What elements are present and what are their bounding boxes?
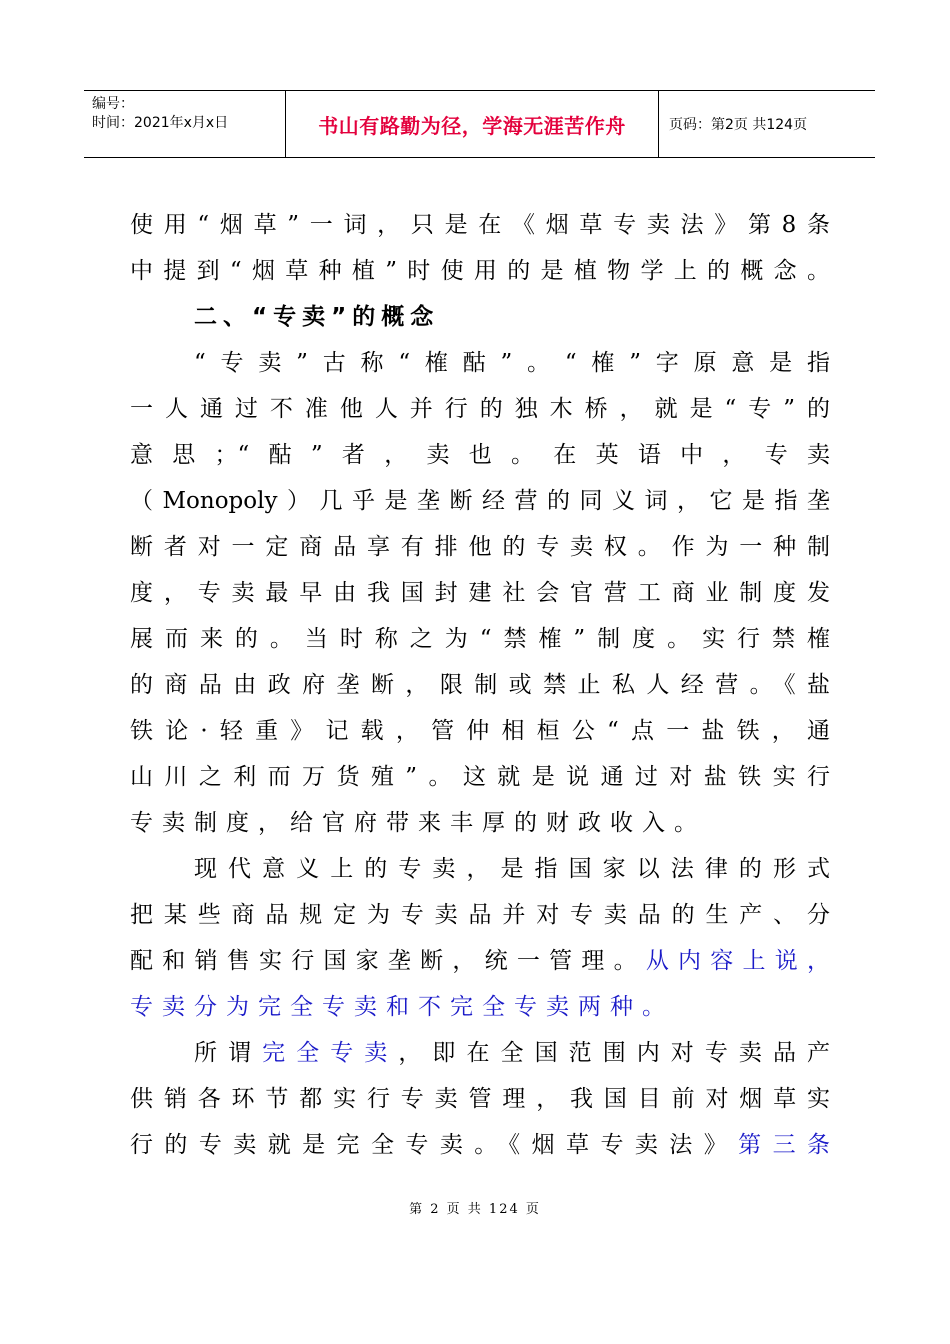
text-line: 把某些商品规定为专卖品并对专卖品的生产、分 xyxy=(130,902,830,928)
motto: 书山有路勤为径，学海无涯苦作舟 xyxy=(318,113,626,138)
text-line: 山川之利而万货殖”。这就是说通过对盐铁实行 xyxy=(130,764,830,790)
text-segment: ，即在全国范围内对专卖品产 xyxy=(398,1040,831,1066)
page-footer: 第 2 页 共 124 页 xyxy=(409,1202,541,1217)
text-line: 专卖制度，给官府带来丰厚的财政收入。 xyxy=(130,810,706,836)
text-line: 断者对一定商品享有排他的专卖权。作为一种制 xyxy=(130,534,830,560)
text-line: 使用“烟草”一词，只是在《烟草专卖法》第8条 xyxy=(130,212,830,238)
text-line: 的商品由政府垄断，限制或禁止私人经营。《盐 xyxy=(130,672,830,698)
text-line: “专卖”古称“榷酤”。“榷”字原意是指 xyxy=(194,350,830,376)
text-line: 中提到“烟草种植”时使用的是植物学上的概念。 xyxy=(130,258,830,284)
header-table xyxy=(84,90,875,158)
text-line: 一人通过不准他人并行的独木桥，就是“专”的 xyxy=(130,396,830,422)
document-body xyxy=(130,202,830,1168)
text-line xyxy=(130,1122,830,1168)
text-line-highlight: 专卖分为完全专卖和不完全专卖两种。 xyxy=(130,994,674,1020)
text-segment-highlight: 从内容上说， xyxy=(645,948,831,974)
text-line: 供销各环节都实行专卖管理，我国目前对烟草实 xyxy=(130,1086,830,1112)
number-label: 编号： xyxy=(92,96,134,112)
text-segment-highlight: 完全专卖 xyxy=(262,1040,399,1066)
header-page-info xyxy=(659,91,875,157)
text-line: 度，专卖最早由我国封建社会官营工商业制度发 xyxy=(130,580,830,606)
header-motto-cell xyxy=(285,91,659,157)
text-segment: 配和销售实行国家垄断，统一管理。 xyxy=(130,948,646,974)
text-line: 展而来的。当时称之为“禁榷”制度。实行禁榷 xyxy=(130,626,830,652)
text-line: 铁论·轻重》记载，管仲相桓公“点一盐铁，通 xyxy=(130,718,830,744)
text-line: （Monopoly）几乎是垄断经营的同义词，它是指垄 xyxy=(130,488,830,514)
text-line: 现代意义上的专卖，是指国家以法律的形式 xyxy=(194,856,830,882)
text-line: 意思；“酤”者，卖也。在英语中，专卖 xyxy=(130,442,830,468)
time-label: 时间：2021年x月x日 xyxy=(92,115,229,131)
text-line xyxy=(130,1030,830,1076)
header-meta xyxy=(84,91,285,157)
text-segment: 行的专卖就是完全专卖。《烟草专卖法》 xyxy=(130,1132,739,1158)
text-line xyxy=(130,938,830,984)
page-info: 页码：第2页 共124页 xyxy=(669,117,808,133)
text-segment: 所谓 xyxy=(194,1040,263,1066)
text-segment-highlight: 第三条 xyxy=(738,1132,831,1158)
section-heading: 二、“专卖”的概念 xyxy=(194,304,440,330)
